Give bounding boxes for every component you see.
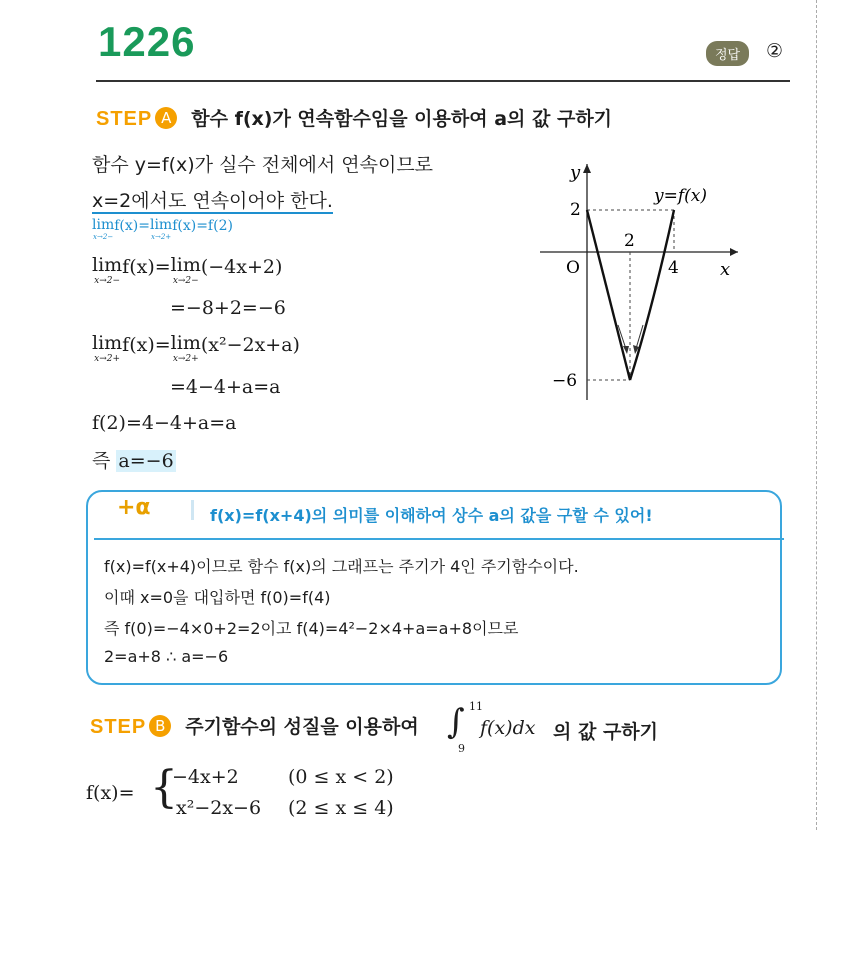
note-text-end: f(x)=f(2) (172, 218, 233, 234)
conclusion-prefix: 즉 (92, 450, 111, 472)
left-limit-rhs: (−4x+2) (200, 256, 283, 278)
curve-label: y=f(x) (654, 186, 707, 206)
piece2-condition: (2 ≤ x ≤ 4) (288, 797, 394, 819)
y-axis-arrow (583, 164, 591, 173)
integrand: f(x)dx (480, 717, 536, 739)
tip-line2: 이때 x=0을 대입하면 f(0)=f(4) (104, 588, 331, 607)
note-text: f(x)= (114, 218, 150, 234)
right-piece-curve (630, 210, 674, 380)
piece2-expr: x²−2x−6 (176, 797, 262, 819)
step-a-line2 (92, 186, 333, 213)
x-axis-label: x (720, 259, 731, 280)
step-a-line1: 함수 y=f(x)가 실수 전체에서 연속이므로 (92, 154, 434, 176)
step-b-heading (90, 712, 419, 739)
integral-symbol: ∫ (447, 702, 465, 742)
tip-title: f(x)=f(x+4)의 의미를 이해하여 상수 a의 값을 구할 수 있어! (210, 506, 653, 525)
integral-sign (445, 700, 485, 755)
step-a-letter: A (155, 107, 177, 129)
continuity-note (92, 218, 233, 241)
tick-x-mid: 2 (624, 231, 635, 251)
piece1-condition: (0 ≤ x < 2) (288, 766, 394, 788)
step-b-title-prefix: 주기함수의 성질을 이용하여 (185, 716, 419, 738)
right-limit-result: =4−4+a=a (170, 376, 281, 398)
conclusion-value: a=−6 (118, 450, 174, 472)
step-b-letter: B (149, 715, 171, 737)
tip-line4: 2=a+8 ∴ a=−6 (104, 647, 229, 666)
piece1-expr: −4x+2 (172, 766, 239, 788)
tick-x-right: 4 (668, 258, 679, 278)
problem-number: 1226 (98, 18, 196, 65)
tick-y-top: 2 (570, 200, 581, 220)
right-limit-rhs: (x²−2x+a) (200, 334, 300, 356)
step-a-tag: STEP (96, 108, 153, 130)
f2-line: f(2)=4−4+a=a (92, 412, 237, 434)
step-a-line2-text: x=2에서도 연속이어야 한다. (92, 190, 333, 212)
plus-alpha-icon: +α (117, 495, 151, 520)
right-limit-line (92, 334, 300, 364)
tick-y-bottom: −6 (552, 371, 578, 391)
piecewise-brace: { (150, 762, 178, 813)
step-b-tag: STEP (90, 716, 147, 738)
left-limit-lhs: f(x)= (122, 256, 171, 278)
step-a-heading (96, 104, 612, 131)
note-lim-left: lim x→2− (92, 217, 115, 241)
function-graph (540, 160, 740, 405)
page-edge-divider (816, 0, 817, 830)
x-axis-arrow (730, 248, 738, 256)
left-limit-rhs-lim: lim x→2− (170, 254, 201, 286)
note-lim-right: lim x→2+ (149, 217, 173, 241)
left-limit-lim: lim x→2− (92, 254, 123, 286)
origin-label: O (566, 258, 580, 278)
step-a-conclusion (92, 446, 176, 473)
y-axis-label: y (570, 162, 581, 183)
tip-title-divider (191, 500, 194, 520)
integral-lower-limit: 9 (458, 742, 465, 755)
step-a-title: 함수 f(x)가 연속함수임을 이용하여 a의 값 구하기 (191, 108, 613, 130)
tip-line3: 즉 f(0)=−4×0+2=2이고 f(4)=4²−2×4+a=a+8이므로 (104, 619, 519, 638)
answer-value: ② (766, 40, 784, 62)
header-divider (96, 80, 790, 82)
right-limit-lhs: f(x)= (122, 334, 171, 356)
step-b-title-suffix: 의 값 구하기 (553, 721, 658, 743)
integral-upper-limit: 11 (469, 700, 483, 713)
left-limit-line (92, 256, 282, 286)
piecewise-lhs: f(x)= (86, 782, 135, 804)
left-limit-result: =−8+2=−6 (170, 297, 286, 319)
right-limit-lim: lim x→2+ (92, 332, 123, 364)
right-limit-rhs-lim: lim x→2+ (170, 332, 201, 364)
answer-badge: 정답 (706, 41, 749, 66)
tip-line1: f(x)=f(x+4)이므로 함수 f(x)의 그래프는 주기가 4인 주기함수이다. (104, 557, 579, 576)
